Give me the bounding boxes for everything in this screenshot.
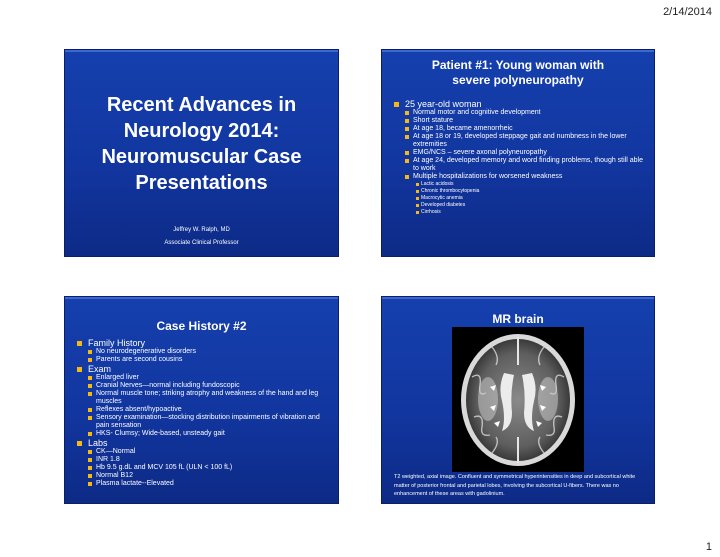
- sub-bullet-item: Hb 9.5 g.dL and MCV 105 fL (ULN < 100 fL): [77, 464, 332, 472]
- slide-title-card: [64, 49, 339, 257]
- mri-brain-image: [452, 327, 584, 472]
- page-number: 1: [705, 541, 712, 553]
- sub-bullet-item: INR 1.8: [77, 456, 332, 464]
- bullet-item: Exam: [77, 364, 332, 374]
- sub-bullet-item: EMG/NCS – severe axonal polyneuropathy: [394, 149, 648, 157]
- slide-mr-brain: [381, 296, 655, 504]
- sub-bullet-item: Sensory examination—stocking distribution impairments of vibration and pain sensation: [77, 414, 332, 430]
- sub-bullet-item: Multiple hospitalizations for worsened weakness: [394, 173, 648, 181]
- slide-title: Case History #2: [156, 319, 247, 333]
- slide-case-history-2: [64, 296, 339, 504]
- sub-bullet-item: Normal motor and cognitive development: [394, 109, 648, 117]
- sub-sub-bullet-item: Macrocytic anemia: [394, 195, 648, 202]
- sub-sub-bullet-item: Developed diabetes: [394, 202, 648, 209]
- mri-brain-illustration: [452, 327, 584, 472]
- sub-sub-bullet-item: Lactic acidosis: [394, 181, 648, 188]
- sub-bullet-item: At age 18, became amenorrheic: [394, 125, 648, 133]
- author-role: Associate Clinical Professor: [164, 240, 239, 246]
- sub-bullet-item: CK—Normal: [77, 448, 332, 456]
- sub-bullet-item: Short stature: [394, 117, 648, 125]
- author-name: Jeffrey W. Ralph, MD: [173, 227, 230, 233]
- sub-bullet-item: Parents are second cousins: [77, 356, 332, 364]
- bullet-list: [394, 99, 648, 216]
- sub-bullet-item: HKS- Clumsy; Wide-based, unsteady gait: [77, 430, 332, 438]
- sub-bullet-item: At age 18 or 19, developed steppage gait and numbness in the lower extremities: [394, 133, 648, 149]
- slide-title: Patient #1: Young woman with severe polyneuropathy: [431, 58, 605, 87]
- sub-sub-bullet-item: Chronic thrombocytopenia: [394, 188, 648, 195]
- sub-bullet-item: Enlarged liver: [77, 374, 332, 382]
- sub-bullet-item: Normal muscle tone; striking atrophy and weakness of the hand and leg muscles: [77, 390, 332, 406]
- bullet-item: Labs: [77, 438, 332, 448]
- presentation-title: Recent Advances in Neurology 2014: Neuromuscular Case Presentations: [101, 94, 302, 194]
- mri-caption: T2 weighted, axial image. Confluent and symmetrical hyperintensities in deep and subcortical white matter of posterior frontal and parietal lobes, involving the subcortical U-fibers. There was no enhancement of these areas with gadolinium.: [394, 474, 636, 497]
- sub-bullet-item: Normal B12: [77, 472, 332, 480]
- slide-patient-1: [381, 49, 655, 257]
- sub-bullet-item: Reflexes absent/hypoactive: [77, 406, 332, 414]
- bullet-list: [77, 338, 332, 488]
- sub-bullet-item: Cranial Nerves—normal including fundoscopic: [77, 382, 332, 390]
- sub-sub-bullet-item: Cirrhosis: [394, 209, 648, 216]
- slide-title: MR brain: [492, 312, 544, 326]
- bullet-item: Family History: [77, 338, 332, 348]
- sub-bullet-item: Plasma lactate--Elevated: [77, 480, 332, 488]
- sub-bullet-item: At age 24, developed memory and word finding problems, though still able to work: [394, 157, 648, 173]
- bullet-item: 25 year-old woman: [394, 99, 648, 109]
- page-date: 2/14/2014: [663, 6, 712, 18]
- sub-bullet-item: No neurodegenerative disorders: [77, 348, 332, 356]
